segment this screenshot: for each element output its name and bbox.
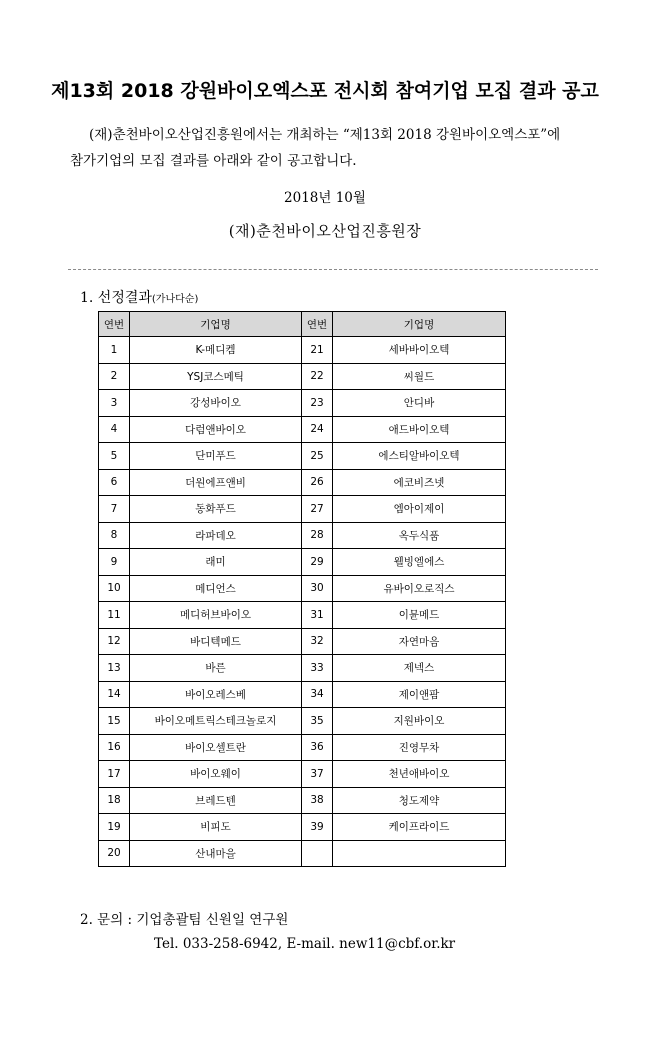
cell-company: 유바이오로직스 bbox=[333, 575, 506, 602]
cell-number: 6 bbox=[99, 469, 130, 496]
cell-number: 16 bbox=[99, 734, 130, 761]
cell-company: 지원바이오 bbox=[333, 708, 506, 735]
cell-number: 19 bbox=[99, 814, 130, 841]
cell-number: 29 bbox=[302, 549, 333, 576]
cell-number: 27 bbox=[302, 496, 333, 523]
header-number: 연번 bbox=[302, 312, 333, 337]
cell-company: 라파데오 bbox=[130, 522, 302, 549]
table-row bbox=[99, 734, 506, 761]
cell-company: 옥두식품 bbox=[333, 522, 506, 549]
announcement-date: 2018년 10월 bbox=[284, 190, 366, 206]
table-row bbox=[99, 628, 506, 655]
cell-number: 9 bbox=[99, 549, 130, 576]
table-row bbox=[99, 363, 506, 390]
cell-company: 제이앤팜 bbox=[333, 681, 506, 708]
cell-company: 웰빙엘에스 bbox=[333, 549, 506, 576]
cell-number: 26 bbox=[302, 469, 333, 496]
contact-info bbox=[80, 908, 455, 956]
table-row bbox=[99, 708, 506, 735]
cell-number: 21 bbox=[302, 337, 333, 364]
cell-number: 23 bbox=[302, 390, 333, 417]
cell-company: 바이오메트릭스테크놀로지 bbox=[130, 708, 302, 735]
cell-number: 18 bbox=[99, 787, 130, 814]
cell-company: 비피도 bbox=[130, 814, 302, 841]
cell-company: 메디허브바이오 bbox=[130, 602, 302, 629]
cell-company: 케이프라이드 bbox=[333, 814, 506, 841]
table-row bbox=[99, 390, 506, 417]
cell-company: 청도제약 bbox=[333, 787, 506, 814]
table-row bbox=[99, 549, 506, 576]
cell-company: 단미푸드 bbox=[130, 443, 302, 470]
cell-company: 메디언스 bbox=[130, 575, 302, 602]
cell-number: 36 bbox=[302, 734, 333, 761]
cell-company: 래미 bbox=[130, 549, 302, 576]
cell-number: 4 bbox=[99, 416, 130, 443]
cell-company: 바이오웨이 bbox=[130, 761, 302, 788]
intro-line-1: (재)춘천바이오산업진흥원에서는 개최하는 “제13회 2018 강원바이오엑스포”에 bbox=[89, 127, 561, 143]
cell-number: 25 bbox=[302, 443, 333, 470]
contact-line-2: Tel. 033-258-6942, E-mail. new11@cbf.or.kr bbox=[154, 936, 456, 952]
cell-company: 바디텍메드 bbox=[130, 628, 302, 655]
cell-company: 애드바이오텍 bbox=[333, 416, 506, 443]
table-row bbox=[99, 496, 506, 523]
cell-number: 8 bbox=[99, 522, 130, 549]
cell-number: 12 bbox=[99, 628, 130, 655]
selected-companies-table bbox=[98, 311, 506, 867]
cell-company: 바이오레스베 bbox=[130, 681, 302, 708]
table-header-row bbox=[99, 312, 506, 337]
table-row bbox=[99, 416, 506, 443]
cell-company: 자연마음 bbox=[333, 628, 506, 655]
cell-number bbox=[302, 840, 333, 867]
cell-company: 씨월드 bbox=[333, 363, 506, 390]
cell-number: 32 bbox=[302, 628, 333, 655]
header-company: 기업명 bbox=[333, 312, 506, 337]
cell-company: 강성바이오 bbox=[130, 390, 302, 417]
table-row bbox=[99, 602, 506, 629]
document-title: 제13회 2018 강원바이오엑스포 전시회 참여기업 모집 결과 공고 bbox=[51, 80, 599, 102]
table-row bbox=[99, 469, 506, 496]
cell-number: 22 bbox=[302, 363, 333, 390]
cell-company: 산내마을 bbox=[130, 840, 302, 867]
table-row bbox=[99, 655, 506, 682]
cell-number: 17 bbox=[99, 761, 130, 788]
cell-number: 14 bbox=[99, 681, 130, 708]
cell-number: 24 bbox=[302, 416, 333, 443]
table-row bbox=[99, 337, 506, 364]
cell-number: 20 bbox=[99, 840, 130, 867]
cell-company: 세바바이오텍 bbox=[333, 337, 506, 364]
cell-number: 5 bbox=[99, 443, 130, 470]
cell-number: 35 bbox=[302, 708, 333, 735]
cell-company: K-메디켐 bbox=[130, 337, 302, 364]
cell-number: 11 bbox=[99, 602, 130, 629]
cell-number: 2 bbox=[99, 363, 130, 390]
sender-name: (재)춘천바이오산업진흥원장 bbox=[228, 222, 422, 240]
cell-company: 바른 bbox=[130, 655, 302, 682]
table-body bbox=[99, 337, 506, 867]
section-1-note: (가나다순) bbox=[151, 294, 199, 305]
table-row bbox=[99, 575, 506, 602]
cell-number: 1 bbox=[99, 337, 130, 364]
header-company: 기업명 bbox=[130, 312, 302, 337]
intro-paragraph bbox=[70, 122, 630, 174]
cell-company: 바이오셀트란 bbox=[130, 734, 302, 761]
cell-company: 에코비즈넷 bbox=[333, 469, 506, 496]
cell-number: 7 bbox=[99, 496, 130, 523]
cell-number: 13 bbox=[99, 655, 130, 682]
cell-company: 안디바 bbox=[333, 390, 506, 417]
cell-company bbox=[333, 840, 506, 867]
table-row bbox=[99, 814, 506, 841]
table-row bbox=[99, 787, 506, 814]
contact-line-1: 2. 문의 : 기업총괄팀 신원일 연구원 bbox=[80, 912, 289, 928]
cell-company: 다럼앤바이오 bbox=[130, 416, 302, 443]
section-1-heading bbox=[80, 287, 198, 307]
table-row bbox=[99, 761, 506, 788]
cell-company: 엠아이제이 bbox=[333, 496, 506, 523]
table-row bbox=[99, 840, 506, 867]
cell-number: 37 bbox=[302, 761, 333, 788]
cell-number: 10 bbox=[99, 575, 130, 602]
cell-number: 30 bbox=[302, 575, 333, 602]
cell-company: 진영무차 bbox=[333, 734, 506, 761]
cell-number: 31 bbox=[302, 602, 333, 629]
cell-number: 38 bbox=[302, 787, 333, 814]
cell-company: 이뮨메드 bbox=[333, 602, 506, 629]
cell-company: 천년애바이오 bbox=[333, 761, 506, 788]
cell-number: 15 bbox=[99, 708, 130, 735]
cell-number: 39 bbox=[302, 814, 333, 841]
header-number: 연번 bbox=[99, 312, 130, 337]
cell-company: 제넥스 bbox=[333, 655, 506, 682]
cell-company: YSJ코스메틱 bbox=[130, 363, 302, 390]
section-1-label: 1. 선정결과 bbox=[80, 290, 152, 306]
cell-number: 3 bbox=[99, 390, 130, 417]
cell-company: 동화푸드 bbox=[130, 496, 302, 523]
cell-company: 더원에프앤비 bbox=[130, 469, 302, 496]
table-row bbox=[99, 443, 506, 470]
table-row bbox=[99, 522, 506, 549]
cell-company: 브레드텐 bbox=[130, 787, 302, 814]
cell-number: 33 bbox=[302, 655, 333, 682]
cell-number: 34 bbox=[302, 681, 333, 708]
cell-company: 에스티알바이오텍 bbox=[333, 443, 506, 470]
cell-number: 28 bbox=[302, 522, 333, 549]
intro-line-2: 참가기업의 모집 결과를 아래와 같이 공고합니다. bbox=[70, 153, 357, 169]
table-row bbox=[99, 681, 506, 708]
dashed-divider bbox=[68, 269, 598, 270]
